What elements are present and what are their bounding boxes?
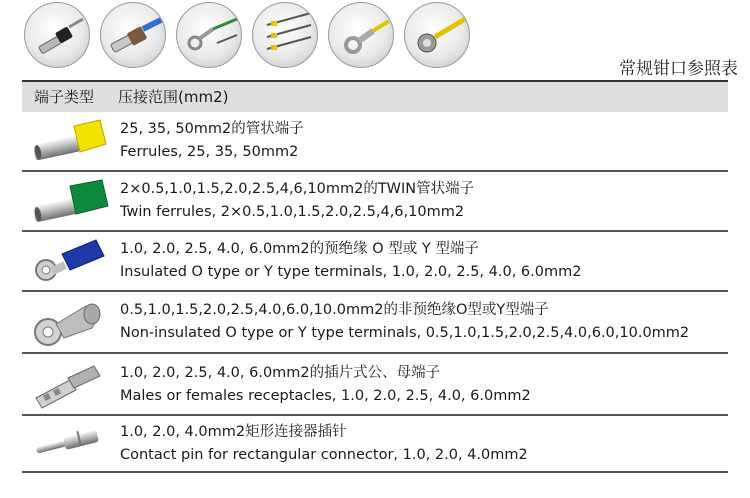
row-description-en: Non-insulated O type or Y type terminals, 0.5,1.0,1.5,2.0,2.5,4.0,6.0,10.0mm2	[120, 325, 690, 341]
table-row	[22, 232, 728, 292]
row-description-cn: 1.0, 2.0, 4.0mm2矩形连接器插针	[120, 424, 347, 440]
row-description-cn: 25, 35, 50mm2的管状端子	[120, 121, 304, 137]
table-row	[22, 112, 728, 172]
row-description-en: Males or females receptacles, 1.0, 2.0, 2.5, 4.0, 6.0mm2	[120, 388, 531, 404]
non-insulated-ring-terminal-icon	[328, 2, 394, 68]
row-description-en: Ferrules, 25, 35, 50mm2	[120, 144, 299, 160]
row-description-cn: 1.0, 2.0, 2.5, 4.0, 6.0mm2的插片式公、母端子	[120, 365, 441, 381]
twin-ferrule-icon	[100, 2, 166, 68]
connector-pin-icon	[404, 2, 470, 68]
crimp-range-header: 压接范围(mm2)	[118, 88, 229, 106]
insulated-ring-terminal-icon	[176, 2, 242, 68]
row-description-cn: 2×0.5,1.0,1.5,2.0,2.5,4,6,10mm2的TWIN管状端子	[120, 181, 475, 197]
table-row	[22, 416, 728, 473]
flat-receptacle-icon	[30, 358, 110, 416]
terminal-thumbnails	[24, 2, 444, 68]
blue-insulated-ring-terminal-icon	[30, 236, 110, 292]
row-description-cn: 1.0, 2.0, 2.5, 4.0, 6.0mm2的预绝缘 O 型或 Y 型端子	[120, 241, 479, 257]
row-divider	[22, 471, 728, 473]
table-row	[22, 354, 728, 416]
ferrule-icon	[24, 2, 90, 68]
row-description-en: Twin ferrules, 2×0.5,1.0,1.5,2.0,2.5,4,6,10mm2	[120, 204, 465, 220]
page-title: 常规钳口参照表	[619, 59, 738, 79]
green-twin-ferrule-icon	[30, 176, 110, 232]
row-description-en: Insulated O type or Y type terminals, 1.0, 2.0, 2.5, 4.0, 6.0mm2	[120, 264, 582, 280]
connector-pin-icon	[30, 422, 110, 470]
table-row	[22, 172, 728, 232]
terminal-type-header: 端子类型	[34, 88, 95, 106]
multiple-terminals-icon	[252, 2, 318, 68]
silver-ring-terminal-icon	[30, 296, 110, 354]
row-description-en: Contact pin for rectangular connector, 1.0, 2.0, 4.0mm2	[120, 447, 528, 463]
table-row	[22, 292, 728, 354]
table-header	[22, 82, 728, 112]
yellow-ferrule-icon	[30, 116, 110, 172]
row-description-cn: 0.5,1.0,1.5,2.0,2.5,4.0,6.0,10.0mm2的非预绝缘O型或Y型端子	[120, 302, 549, 318]
